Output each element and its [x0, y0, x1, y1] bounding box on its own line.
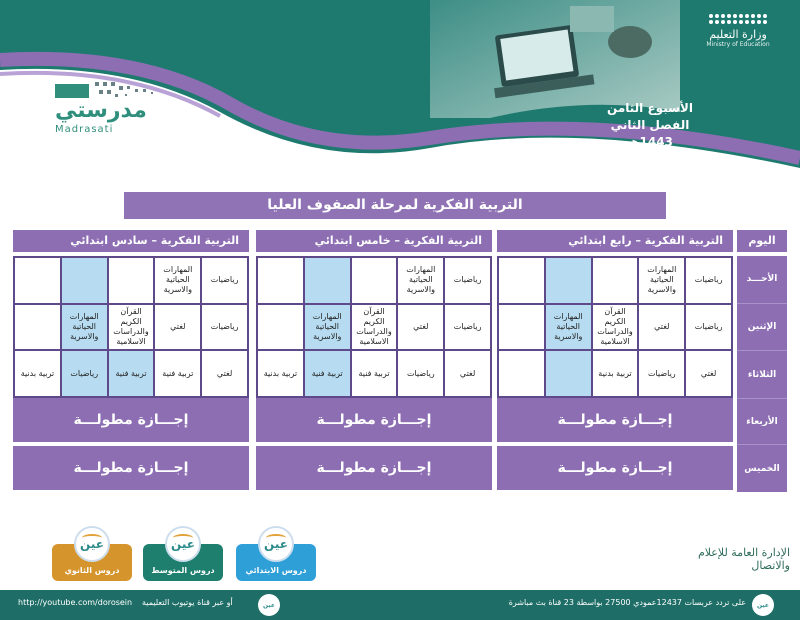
ministry-logo: [688, 14, 788, 64]
day-sunday: الأحـــد: [737, 256, 787, 303]
schedule-cell: رياضيات: [444, 257, 491, 304]
schedule-cell: المهارات الحياتية والاسرية: [154, 257, 201, 304]
schedule-cell: المهارات الحياتية والاسرية: [397, 257, 444, 304]
vacation-wednesday-fourth: [497, 398, 733, 442]
schedule-cell: رياضيات: [685, 257, 732, 304]
vacation-label: إجـــازة مطولـــة: [73, 412, 189, 428]
day-wednesday: الأربعاء: [737, 398, 787, 444]
ein-button-label: دروس الابتدائي: [245, 566, 307, 575]
ein-logo-icon: عين: [258, 526, 294, 562]
ministry-emblem-icon: [708, 14, 768, 24]
madrasati-name-ar: مدرستي: [55, 98, 147, 123]
ein-logo-icon: عين: [165, 526, 201, 562]
schedule-cell: [498, 350, 545, 397]
schedule-cell: تربية فنية: [108, 350, 155, 397]
schedule-cell: رياضيات: [201, 304, 248, 351]
week-label: الأسبوع الثامن: [607, 101, 693, 115]
schedule-cell: [545, 350, 592, 397]
section-fourth-grade-title: التربية الفكرية – رابع ابتدائي: [497, 230, 733, 252]
semester-label: الفصل الثاني 1443هـ: [610, 118, 690, 149]
ein-button-label: دروس المتوسط: [151, 566, 215, 575]
vacation-label: إجـــازة مطولـــة: [316, 412, 432, 428]
schedule-cell: القرآن الكريم والدراسات الاسلامية: [351, 304, 398, 351]
media-admin-logo: الإدارة العامة للإعلام والاتصال: [697, 546, 790, 572]
schedule-title: التربية الفكرية لمرحلة الصفوف العليا: [124, 192, 666, 219]
schedule-cell: [351, 257, 398, 304]
schedule-cell: المهارات الحياتية والاسرية: [638, 257, 685, 304]
ein-logo-icon: عين: [74, 526, 110, 562]
schedule-cell: رياضيات: [201, 257, 248, 304]
ministry-name-en: Ministry of Education: [706, 41, 770, 48]
ein-footer-logo-icon: عين: [752, 594, 774, 616]
schedule-cell: لغتي: [201, 350, 248, 397]
schedule-cell: [545, 257, 592, 304]
schedule-cell: القرآن الكريم والدراسات الاسلامية: [592, 304, 639, 351]
madrasati-logo: [55, 80, 175, 140]
madrasati-name-en: Madrasati: [55, 124, 114, 135]
youtube-info: أو عبر قناة يوتيوب التعليمية: [142, 598, 233, 607]
vacation-thursday-fifth: [256, 446, 492, 490]
week-info: [600, 100, 700, 151]
ein-secondary-lessons-button[interactable]: [52, 537, 132, 581]
schedule-cell: [14, 257, 61, 304]
satellite-info: على تردد عربسات 12437عمودي 27500 بواسطة 23 قناة بث مباشرة: [508, 598, 746, 607]
schedule-cell: المهارات الحياتية والاسرية: [61, 304, 108, 351]
footer-bar: [0, 590, 800, 620]
day-monday: الإثنين: [737, 303, 787, 350]
schedule-cell: [61, 257, 108, 304]
schedule-cell: [592, 257, 639, 304]
youtube-link[interactable]: http://youtube.com/dorosein: [18, 598, 133, 607]
ein-intermediate-lessons-button[interactable]: [143, 537, 223, 581]
schedule-cell: المهارات الحياتية والاسرية: [545, 304, 592, 351]
schedule-cell: لغتي: [685, 350, 732, 397]
schedule-cell: القرآن الكريم والدراسات الاسلامية: [108, 304, 155, 351]
madrasati-mark-icon: [55, 80, 165, 100]
section-fifth-grade-title: التربية الفكرية – خامس ابتدائي: [256, 230, 492, 252]
day-tuesday: الثلاثاء: [737, 350, 787, 398]
ein-button-label: دروس الثانوي: [64, 566, 120, 575]
schedule-grid-fifth: [256, 256, 492, 398]
schedule-cell: رياضيات: [638, 350, 685, 397]
schedule-cell: [498, 257, 545, 304]
schedule-cell: تربية بدنية: [14, 350, 61, 397]
schedule-grid-fourth: [497, 256, 733, 398]
ministry-name-ar: وزارة التعليم: [709, 28, 767, 41]
schedule-cell: تربية فنية: [351, 350, 398, 397]
vacation-label: إجـــازة مطولـــة: [557, 460, 673, 476]
vacation-wednesday-sixth: [13, 398, 249, 442]
day-column-header: اليوم: [737, 230, 787, 252]
schedule-cell: لغتي: [397, 304, 444, 351]
schedule-cell: [14, 304, 61, 351]
schedule-cell: [498, 304, 545, 351]
schedule-cell: المهارات الحياتية والاسرية: [304, 304, 351, 351]
vacation-thursday-fourth: [497, 446, 733, 490]
schedule-cell: رياضيات: [444, 304, 491, 351]
section-sixth-grade-title: التربية الفكرية – سادس ابتدائي: [13, 230, 249, 252]
schedule-cell: لغتي: [154, 304, 201, 351]
schedule-cell: [257, 257, 304, 304]
vacation-thursday-sixth: [13, 446, 249, 490]
schedule-cell: تربية بدنية: [257, 350, 304, 397]
schedule-cell: تربية فنية: [154, 350, 201, 397]
schedule-cell: رياضيات: [61, 350, 108, 397]
vacation-label: إجـــازة مطولـــة: [557, 412, 673, 428]
schedule-grid-sixth: [13, 256, 249, 398]
schedule-cell: رياضيات: [397, 350, 444, 397]
schedule-cell: رياضيات: [685, 304, 732, 351]
vacation-label: إجـــازة مطولـــة: [316, 460, 432, 476]
schedule-cell: [257, 304, 304, 351]
ein-footer-logo-icon-2: عين: [258, 594, 280, 616]
ein-primary-lessons-button[interactable]: [236, 537, 316, 581]
schedule-cell: [304, 257, 351, 304]
day-thursday: الخميس: [737, 444, 787, 492]
schedule-cell: لغتي: [638, 304, 685, 351]
schedule-cell: لغتي: [444, 350, 491, 397]
vacation-wednesday-fifth: [256, 398, 492, 442]
header-banner: [0, 0, 800, 175]
schedule-cell: [108, 257, 155, 304]
vacation-label: إجـــازة مطولـــة: [73, 460, 189, 476]
schedule-cell: تربية فنية: [304, 350, 351, 397]
schedule-cell: تربية بدنية: [592, 350, 639, 397]
